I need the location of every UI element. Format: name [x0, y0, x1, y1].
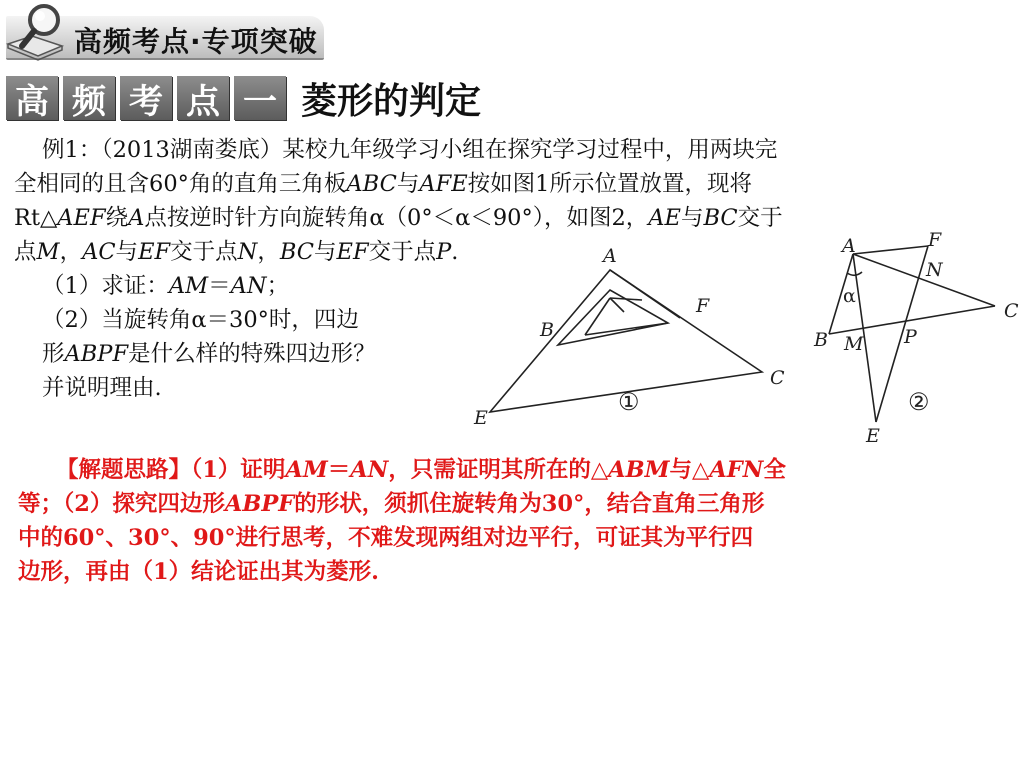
text-italic: ABM	[608, 457, 670, 483]
solution-line-4: 边形，再由（1）结论证出其为菱形.	[18, 559, 379, 585]
text-italic: BC	[279, 239, 314, 265]
text: 全	[763, 457, 786, 483]
question-1	[42, 270, 289, 302]
heading-box-2: 频	[63, 76, 115, 120]
text-italic: BC	[703, 205, 738, 231]
text-italic: N	[237, 239, 258, 265]
text: 与	[115, 239, 139, 265]
problem-line-3	[14, 202, 783, 234]
section-heading	[6, 74, 481, 122]
text-italic: M	[36, 239, 60, 265]
label-b: B	[540, 319, 554, 341]
question-2-line-2	[42, 338, 376, 370]
header-banner	[0, 0, 340, 62]
text-italic: AC	[82, 239, 116, 265]
label-f: F	[696, 295, 710, 317]
text: 的形状，须抓住旋转角为30°，结合直角三角形	[294, 491, 765, 517]
text: 交于点	[170, 239, 238, 265]
text-italic: ABC	[346, 171, 397, 197]
banner-title: 高频考点·专项突破	[74, 25, 318, 58]
text-italic: AE	[648, 205, 681, 231]
label-f: F	[928, 230, 942, 251]
text: 按如图1所示位置放置，现将	[467, 171, 752, 197]
text-italic: A	[128, 205, 145, 231]
text: 全相同的且含60°角的直角三角板	[14, 171, 347, 197]
text: 与	[680, 205, 704, 231]
text: 点按逆时针方向旋转角α（0°＜α＜90°），如图2，	[144, 205, 649, 231]
section-title: 菱形的判定	[301, 80, 482, 122]
alpha-arc	[847, 272, 862, 275]
text-italic: AFN	[709, 457, 764, 483]
label-a: A	[842, 235, 856, 257]
text: ＝	[327, 457, 351, 483]
text: 交于	[737, 205, 783, 231]
text: ，	[59, 239, 83, 265]
text: ，	[257, 239, 280, 265]
heading-box-3: 考	[120, 76, 172, 120]
text-italic: AN	[230, 273, 267, 299]
label-a: A	[603, 245, 617, 267]
text: Rt△	[14, 205, 58, 231]
figure-2-number: ②	[908, 388, 930, 416]
inner-segment	[610, 298, 624, 312]
label-e: E	[474, 407, 488, 429]
problem-line-2	[14, 168, 752, 200]
solution-line-1	[56, 454, 786, 486]
text: .	[451, 239, 459, 265]
inner-segment	[585, 323, 668, 335]
text-italic: ABPF	[64, 341, 129, 367]
solution-line-2	[18, 488, 764, 520]
text-italic: AEF	[57, 205, 106, 231]
label-n: N	[926, 259, 943, 281]
text: 绕	[105, 205, 129, 231]
text-italic: EF	[336, 239, 369, 265]
label-b: B	[814, 329, 828, 351]
text: 是什么样的特殊四边形？	[128, 341, 376, 367]
text: 交于点	[368, 239, 437, 265]
figure-1	[468, 238, 808, 438]
segment-af	[853, 246, 928, 254]
magnifier-book-icon	[2, 0, 74, 62]
text: （1）求证：	[42, 273, 169, 299]
label-c: C	[1004, 300, 1019, 322]
label-e: E	[866, 425, 880, 447]
question-2-line-1: （2）当旋转角α＝30°时，四边	[42, 307, 359, 333]
text: 【解题思路】（1）证明	[56, 457, 286, 483]
text: ，只需证明其所在的△	[388, 457, 609, 483]
heading-box-4: 点	[177, 76, 229, 120]
text-italic: P	[436, 239, 452, 265]
text: 形	[42, 341, 65, 367]
heading-box-1: 高	[6, 76, 58, 120]
inner-segment	[610, 298, 642, 300]
text-italic: AFE	[419, 171, 468, 197]
heading-box-5: 一	[234, 76, 286, 120]
text-italic: EF	[138, 239, 171, 265]
text: 与	[314, 239, 337, 265]
text-italic: AM	[285, 457, 328, 483]
label-c: C	[770, 367, 785, 389]
text: 与	[396, 171, 420, 197]
figure-1-number: ①	[618, 388, 640, 416]
text: 点	[14, 239, 37, 265]
problem-line-1: 例1：（2013湖南娄底）某校九年级学习小组在探究学习过程中，用两块完	[42, 137, 778, 163]
text-italic: AM	[168, 273, 209, 299]
text: 与△	[669, 457, 710, 483]
question-2-line-3: 并说明理由.	[42, 375, 162, 401]
text: ＝	[208, 273, 231, 299]
figure-2	[806, 230, 1024, 450]
label-m: M	[844, 333, 864, 355]
problem-line-4	[14, 236, 458, 268]
solution-line-3: 中的60°、30°、90°进行思考，不难发现两组对边平行，可证其为平行四	[18, 525, 754, 551]
label-alpha: α	[843, 285, 856, 307]
text: 等；（2）探究四边形	[18, 491, 225, 517]
label-p: P	[904, 326, 917, 348]
text-italic: ABPF	[224, 491, 295, 517]
text-italic: AN	[350, 457, 389, 483]
text: ；	[266, 273, 290, 299]
